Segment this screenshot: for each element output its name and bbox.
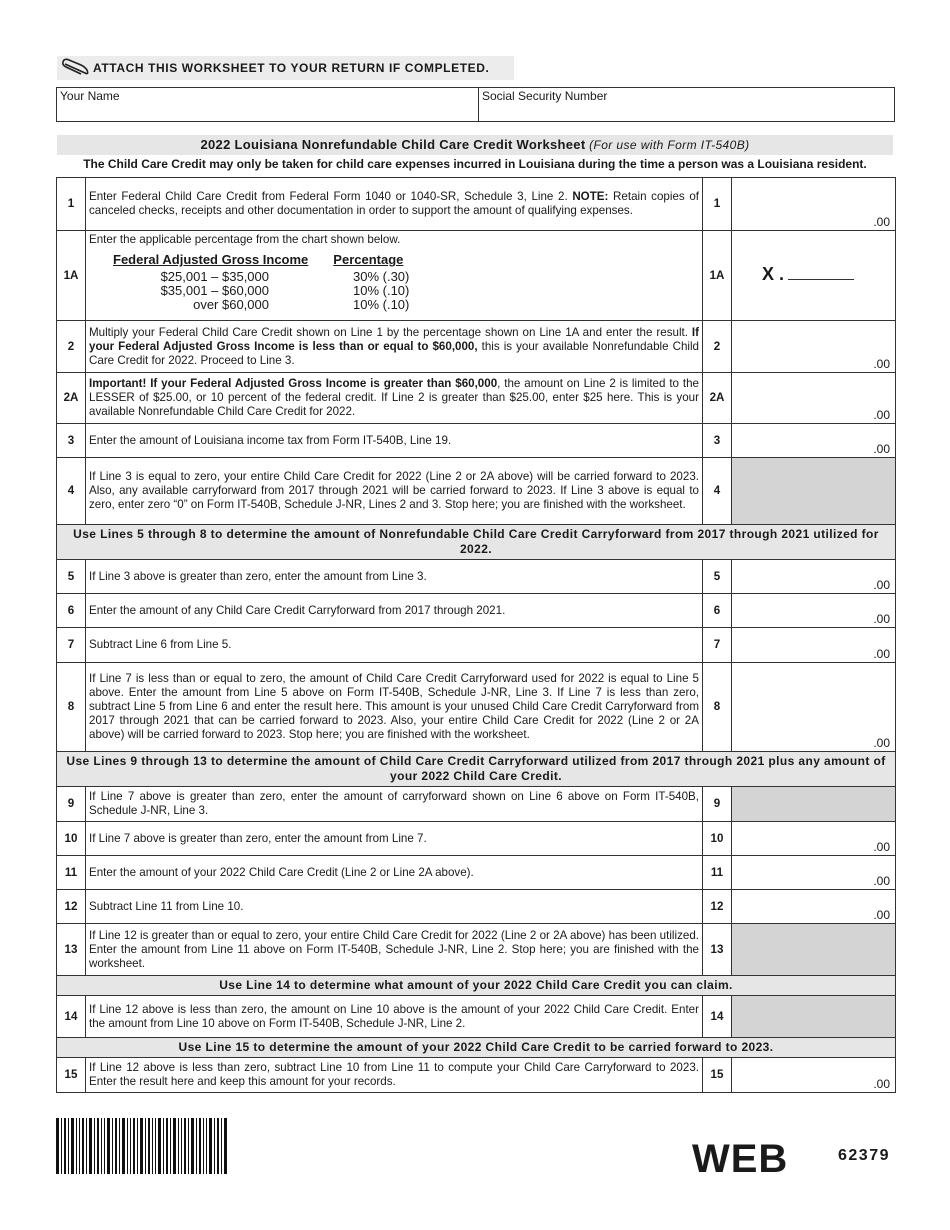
line-description: Multiply your Federal Child Care Credit shown on Line 1 by the percentage shown on Line 1A and enter the result. If your Federal Adjusted Gross Income is less than or equal to $60,000, this is your available Nonrefundable Child Care Credit for 2022. Proceed to Line 3. <box>86 321 703 373</box>
line-number: 15 <box>57 1058 86 1093</box>
line-11-amount[interactable]: .00 <box>732 856 896 890</box>
line-box-label: 1 <box>703 178 732 231</box>
line-11-row <box>57 856 896 890</box>
line-description <box>86 231 703 321</box>
line-description: If Line 7 above is greater than zero, enter the amount from Line 7. <box>86 822 703 856</box>
line-box-label: 7 <box>703 628 732 663</box>
intro-text: The Child Care Credit may only be taken for child care expenses incurred in Louisiana during the time a person was a Louisiana resident. <box>83 157 867 171</box>
line-3-row <box>57 424 896 458</box>
percentage-chart-row: over $60,000 10% (.10) <box>193 297 410 312</box>
line-box-label: 2A <box>703 373 732 424</box>
line-8-row <box>57 663 896 752</box>
line-12-amount[interactable]: .00 <box>732 890 896 924</box>
line-number: 10 <box>57 822 86 856</box>
section-header: Use Line 15 to determine the amount of your 2022 Child Care Credit to be carried forward to 2023. <box>57 1038 896 1058</box>
line-box-label: 14 <box>703 996 732 1038</box>
shaded-cell <box>732 787 896 822</box>
line-number: 13 <box>57 924 86 976</box>
line-1a-percentage-entry[interactable]: X . <box>732 231 896 321</box>
line-1a-row <box>57 231 896 321</box>
line-15-row <box>57 1058 896 1093</box>
line-box-label: 10 <box>703 822 732 856</box>
line-description: If Line 3 is equal to zero, your entire Child Care Credit for 2022 (Line 2 or 2A above) will be carried forward to 2023. Also, any available carryforward from 2017 through 2021 will be carried forward to 2023. If Line 3 above is equal to zero, enter zero “0” on Form IT-540B, Schedule J-NR, Lines 2 and 3. Stop here; you are finished with the worksheet. <box>86 458 703 525</box>
line-description: If Line 7 above is greater than zero, enter the amount of carryforward shown on Line 6 above on Form IT-540B, Schedule J-NR, Line 3. <box>86 787 703 822</box>
line-number: 2 <box>57 321 86 373</box>
line-1a-text: Enter the applicable percentage from the chart shown below. <box>89 233 401 246</box>
line-description: If Line 7 is less than or equal to zero, the amount of Child Care Credit Carryforward used for 2022 is equal to Line 5 above. Enter the amount from Line 5 above on Form IT-540B, Schedule J-NR, Line 3. If Line 7 is less than zero, subtract Line 5 from Line 6 and enter the result here. This amount is your unused Child Care Credit Carryforward from 2017 through 2021 that can be carried forward to 2023. Also, your entire Child Care Credit for 2022 (Line 2 or 2A above) will be carried forward to 2023. Stop here; you are finished with the worksheet. <box>86 663 703 752</box>
line-box-label: 8 <box>703 663 732 752</box>
line-description: Enter the amount of Louisiana income tax from Form IT-540B, Line 19. <box>86 424 703 458</box>
cents-label: .00 <box>873 215 890 229</box>
section-header: Use Lines 9 through 13 to determine the amount of Child Care Credit Carryforward utilized from 2017 through 2021 plus any amount of your 2022 Child Care Credit. <box>57 752 896 787</box>
line-box-label: 2 <box>703 321 732 373</box>
line-description: Important! If your Federal Adjusted Gross Income is greater than $60,000, the amount on Line 2 is limited to the LESSER of $25.00, or 10 percent of the federal credit. If Line 2 is greater than $25.00, enter $25 here. This is your available Nonrefundable Child Care Credit for 2022. <box>86 373 703 424</box>
line-description: If Line 3 above is greater than zero, enter the amount from Line 3. <box>86 560 703 594</box>
form-code: 62379 <box>838 1147 890 1164</box>
attach-notice <box>57 56 514 80</box>
line-6-amount[interactable]: .00 <box>732 594 896 628</box>
attach-note-text: ATTACH THIS WORKSHEET TO YOUR RETURN IF COMPLETED. <box>93 61 490 75</box>
income-column-header: Federal Adjusted Gross Income <box>113 252 309 267</box>
web-label: WEB <box>692 1137 789 1181</box>
taxpayer-info-box <box>56 87 895 122</box>
line-1-row <box>57 178 896 231</box>
worksheet-table <box>56 177 896 1093</box>
line-number: 11 <box>57 856 86 890</box>
line-14-row <box>57 996 896 1038</box>
line-7-row <box>57 628 896 663</box>
line-1-amount[interactable] <box>732 178 896 231</box>
section-header: Use Lines 5 through 8 to determine the amount of Nonrefundable Child Care Credit Carryforward from 2017 through 2021 utilized for 2022. <box>57 525 896 560</box>
line-number: 5 <box>57 560 86 594</box>
paperclip-icon <box>61 58 91 78</box>
worksheet-title <box>57 135 893 155</box>
line-2a-amount[interactable]: .00 <box>732 373 896 424</box>
line-5-row <box>57 560 896 594</box>
title-sub: (For use with Form IT-540B) <box>589 138 750 152</box>
line-box-label: 15 <box>703 1058 732 1093</box>
line-box-label: 9 <box>703 787 732 822</box>
line-box-label: 5 <box>703 560 732 594</box>
line-box-label: 4 <box>703 458 732 525</box>
line-number: 6 <box>57 594 86 628</box>
line-10-row <box>57 822 896 856</box>
line-7-amount[interactable]: .00 <box>732 628 896 663</box>
line-3-amount[interactable]: .00 <box>732 424 896 458</box>
percentage-chart-row: $25,001 – $35,000 30% (.30) <box>160 269 410 284</box>
barcode-image <box>56 1118 228 1174</box>
your-name-label: Your Name <box>60 89 120 103</box>
line-number: 1A <box>57 231 86 321</box>
line-10-amount[interactable]: .00 <box>732 822 896 856</box>
percentage-chart-header <box>113 253 699 267</box>
section-header: Use Line 14 to determine what amount of your 2022 Child Care Credit you can claim. <box>57 976 896 996</box>
line-description: If Line 12 is greater than or equal to zero, your entire Child Care Credit for 2022 (Line 2 or 2A above) has been utilized. Enter the amount from Line 11 above on Form IT-540B, Schedule J-NR, Line 2. Stop here; you are finished with the worksheet. <box>86 924 703 976</box>
line-2-amount[interactable]: .00 <box>732 321 896 373</box>
line-15-amount[interactable]: .00 <box>732 1058 896 1093</box>
line-4-row <box>57 458 896 525</box>
title-main: 2022 Louisiana Nonrefundable Child Care Credit Worksheet <box>200 137 586 152</box>
line-number: 8 <box>57 663 86 752</box>
line-box-label: 12 <box>703 890 732 924</box>
line-number: 3 <box>57 424 86 458</box>
line-box-label: 1A <box>703 231 732 321</box>
ssn-label: Social Security Number <box>482 89 608 103</box>
shaded-cell <box>732 996 896 1038</box>
percentage-column-header: Percentage <box>333 252 404 267</box>
line-description: If Line 12 above is less than zero, subtract Line 10 from Line 11 to compute your Child Care Carryforward to 2023. Enter the result here and keep this amount for your records. <box>86 1058 703 1093</box>
line-number: 2A <box>57 373 86 424</box>
line-6-row <box>57 594 896 628</box>
ssn-field[interactable] <box>479 88 610 121</box>
line-8-amount[interactable]: .00 <box>732 663 896 752</box>
line-number: 1 <box>57 178 86 231</box>
multiply-symbol: X <box>762 264 775 284</box>
line-13-row <box>57 924 896 976</box>
line-number: 14 <box>57 996 86 1038</box>
line-description: Subtract Line 11 from Line 10. <box>86 890 703 924</box>
line-number: 4 <box>57 458 86 525</box>
line-9-row <box>57 787 896 822</box>
line-description: Enter the amount of any Child Care Credit Carryforward from 2017 through 2021. <box>86 594 703 628</box>
line-description: Enter Federal Child Care Credit from Federal Form 1040 or 1040-SR, Schedule 3, Line 2. NOTE: Retain copies of canceled checks, receipts and other documentation in order to support the amount of qualifying expenses. <box>86 178 703 231</box>
line-box-label: 6 <box>703 594 732 628</box>
line-number: 7 <box>57 628 86 663</box>
line-2-row <box>57 321 896 373</box>
shaded-cell <box>732 924 896 976</box>
your-name-field[interactable] <box>57 88 479 121</box>
line-description: If Line 12 above is less than zero, the amount on Line 10 above is the amount of your 2022 Child Care Credit. Enter the amount from Line 10 above on Form IT-540B, Schedule J-NR, Line 2. <box>86 996 703 1038</box>
line-box-label: 11 <box>703 856 732 890</box>
line-number: 9 <box>57 787 86 822</box>
line-number: 12 <box>57 890 86 924</box>
line-2a-row <box>57 373 896 424</box>
line-5-amount[interactable]: .00 <box>732 560 896 594</box>
line-description: Enter the amount of your 2022 Child Care Credit (Line 2 or Line 2A above). <box>86 856 703 890</box>
line-description: Subtract Line 6 from Line 5. <box>86 628 703 663</box>
shaded-cell <box>732 458 896 525</box>
line-box-label: 13 <box>703 924 732 976</box>
line-12-row <box>57 890 896 924</box>
line-box-label: 3 <box>703 424 732 458</box>
percentage-chart-row: $35,001 – $60,000 10% (.10) <box>160 283 410 298</box>
